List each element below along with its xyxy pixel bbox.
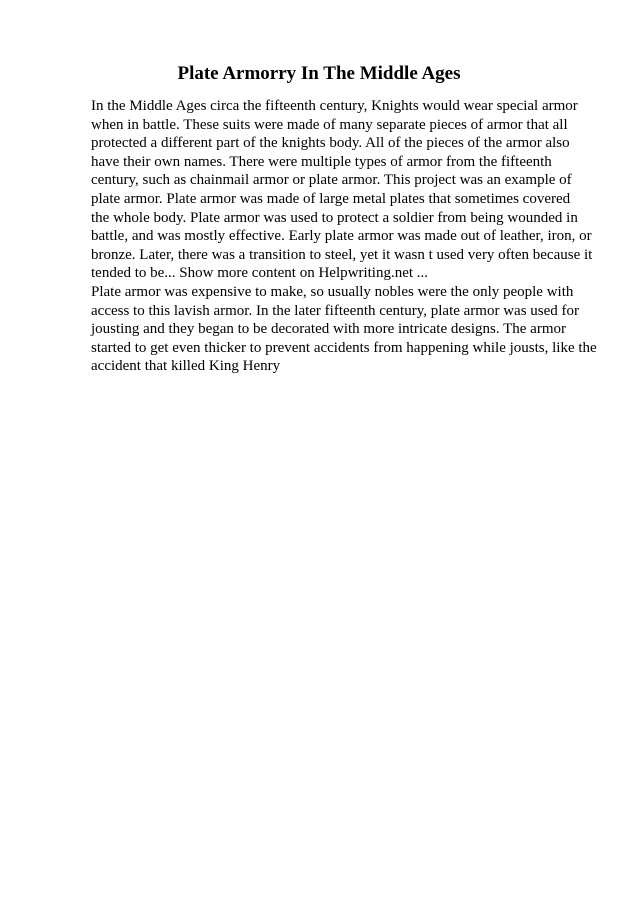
text-line: jousting and they began to be decorated with more intricate designs. The armor — [91, 321, 566, 338]
text-line: started to get even thicker to prevent accidents from happening while jousts, like the — [91, 339, 597, 356]
text-line: bronze. Later, there was a transition to steel, yet it wasn t used very often because it — [91, 246, 593, 263]
text-line: tended to be... Show more content on Helpwriting.net ... — [91, 265, 429, 282]
document-title: Plate Armorry In The Middle Ages — [177, 63, 461, 84]
text-line: plate armor. Plate armor was made of large metal plates that sometimes covered — [91, 190, 571, 207]
text-line: have their own names. There were multiple types of armor from the fifteenth — [91, 153, 552, 170]
text-line: Plate armor was expensive to make, so usually nobles were the only people with — [91, 283, 574, 300]
text-line: when in battle. These suits were made of many separate pieces of armor that all — [91, 116, 568, 133]
text-line: access to this lavish armor. In the later fifteenth century, plate armor was used for — [91, 302, 580, 319]
text-line: accident that killed King Henry — [91, 358, 281, 375]
document-body — [91, 97, 597, 376]
text-line: century, such as chainmail armor or plate armor. This project was an example of — [91, 172, 572, 189]
text-line: protected a different part of the knights body. All of the pieces of the armor also — [91, 135, 570, 152]
text-line: battle, and was mostly effective. Early plate armor was made out of leather, iron, or — [91, 228, 592, 245]
text-line: the whole body. Plate armor was used to protect a soldier from being wounded in — [91, 209, 578, 226]
text-line: In the Middle Ages circa the fifteenth century, Knights would wear special armor — [91, 98, 578, 114]
